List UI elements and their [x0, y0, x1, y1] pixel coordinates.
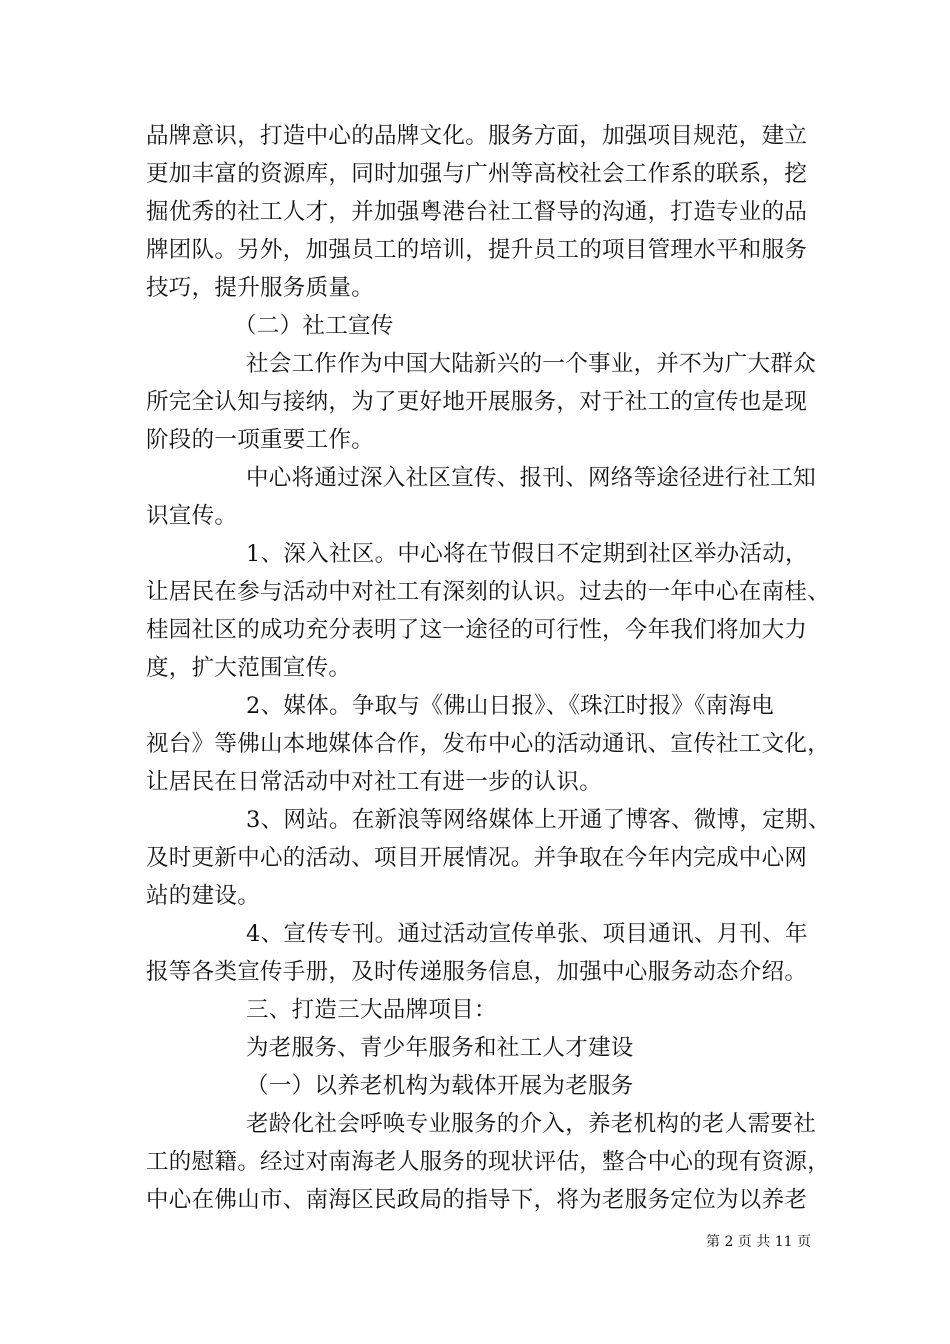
- body-line: 报等各类宣传手册，及时传递服务信息，加强中心服务动态介绍。: [146, 959, 808, 985]
- body-line: 所完全认知与接纳，为了更好地开展服务，对于社工的宣传也是现: [146, 389, 808, 415]
- body-line: 阶段的一项重要工作。: [146, 427, 375, 453]
- list-item-line: 4、宣传专刊。通过活动宣传单张、项目通讯、月刊、年: [246, 921, 808, 947]
- body-line: 让居民在参与活动中对社工有深刻的认识。过去的一年中心在南桂、: [146, 579, 831, 605]
- body-line: 老龄化社会呼唤专业服务的介入，养老机构的老人需要社: [246, 1111, 817, 1137]
- body-line: 桂园社区的成功充分表明了这一途径的可行性，今年我们将加大力: [146, 617, 808, 643]
- section-subtitle: 为老服务、青少年服务和社工人才建设: [246, 1035, 634, 1061]
- body-line: 牌团队。另外，加强员工的培训，提升员工的项目管理水平和服务: [146, 237, 808, 263]
- section-heading: （二）社工宣传: [234, 313, 394, 339]
- body-line: 更加丰富的资源库，同时加强与广州等高校社会工作系的联系，挖: [146, 161, 808, 187]
- body-line: 让居民在日常活动中对社工有进一步的认识。: [146, 769, 603, 795]
- body-line: 技巧，提升服务质量。: [146, 275, 375, 301]
- body-line: 及时更新中心的活动、项目开展情况。并争取在今年内完成中心网: [146, 845, 808, 871]
- body-line: 度，扩大范围宣传。: [146, 655, 352, 681]
- page-number: 第 2 页 共 11 页: [706, 1234, 811, 1250]
- body-line: 品牌意识，打造中心的品牌文化。服务方面，加强项目规范，建立: [146, 123, 808, 149]
- list-item-line: 3、网站。在新浪等网络媒体上开通了博客、微博，定期、: [246, 807, 831, 833]
- body-line: 掘优秀的社工人才，并加强粤港台社工督导的沟通，打造专业的品: [146, 199, 808, 225]
- body-line: 工的慰籍。经过对南海老人服务的现状评估，整合中心的现有资源，: [146, 1149, 831, 1175]
- section-heading: 三、打造三大品牌项目：: [246, 997, 497, 1023]
- section-heading: （一）以养老机构为载体开展为老服务: [246, 1073, 634, 1099]
- body-line: 视台》等佛山本地媒体合作，发布中心的活动通讯、宣传社工文化，: [146, 731, 831, 757]
- list-item-line: 1、深入社区。中心将在节假日不定期到社区举办活动，: [246, 541, 808, 567]
- body-line: 站的建设。: [146, 883, 261, 909]
- body-line: 社会工作作为中国大陆新兴的一个事业，并不为广大群众: [246, 351, 817, 377]
- body-line: 中心在佛山市、南海区民政局的指导下，将为老服务定位为以养老: [146, 1187, 808, 1213]
- list-item-line: 2、媒体。争取与《佛山日报》、《珠江时报》《南海电: [246, 693, 775, 719]
- body-line: 中心将通过深入社区宣传、报刊、网络等途径进行社工知: [246, 465, 817, 491]
- body-line: 识宣传。: [146, 503, 238, 529]
